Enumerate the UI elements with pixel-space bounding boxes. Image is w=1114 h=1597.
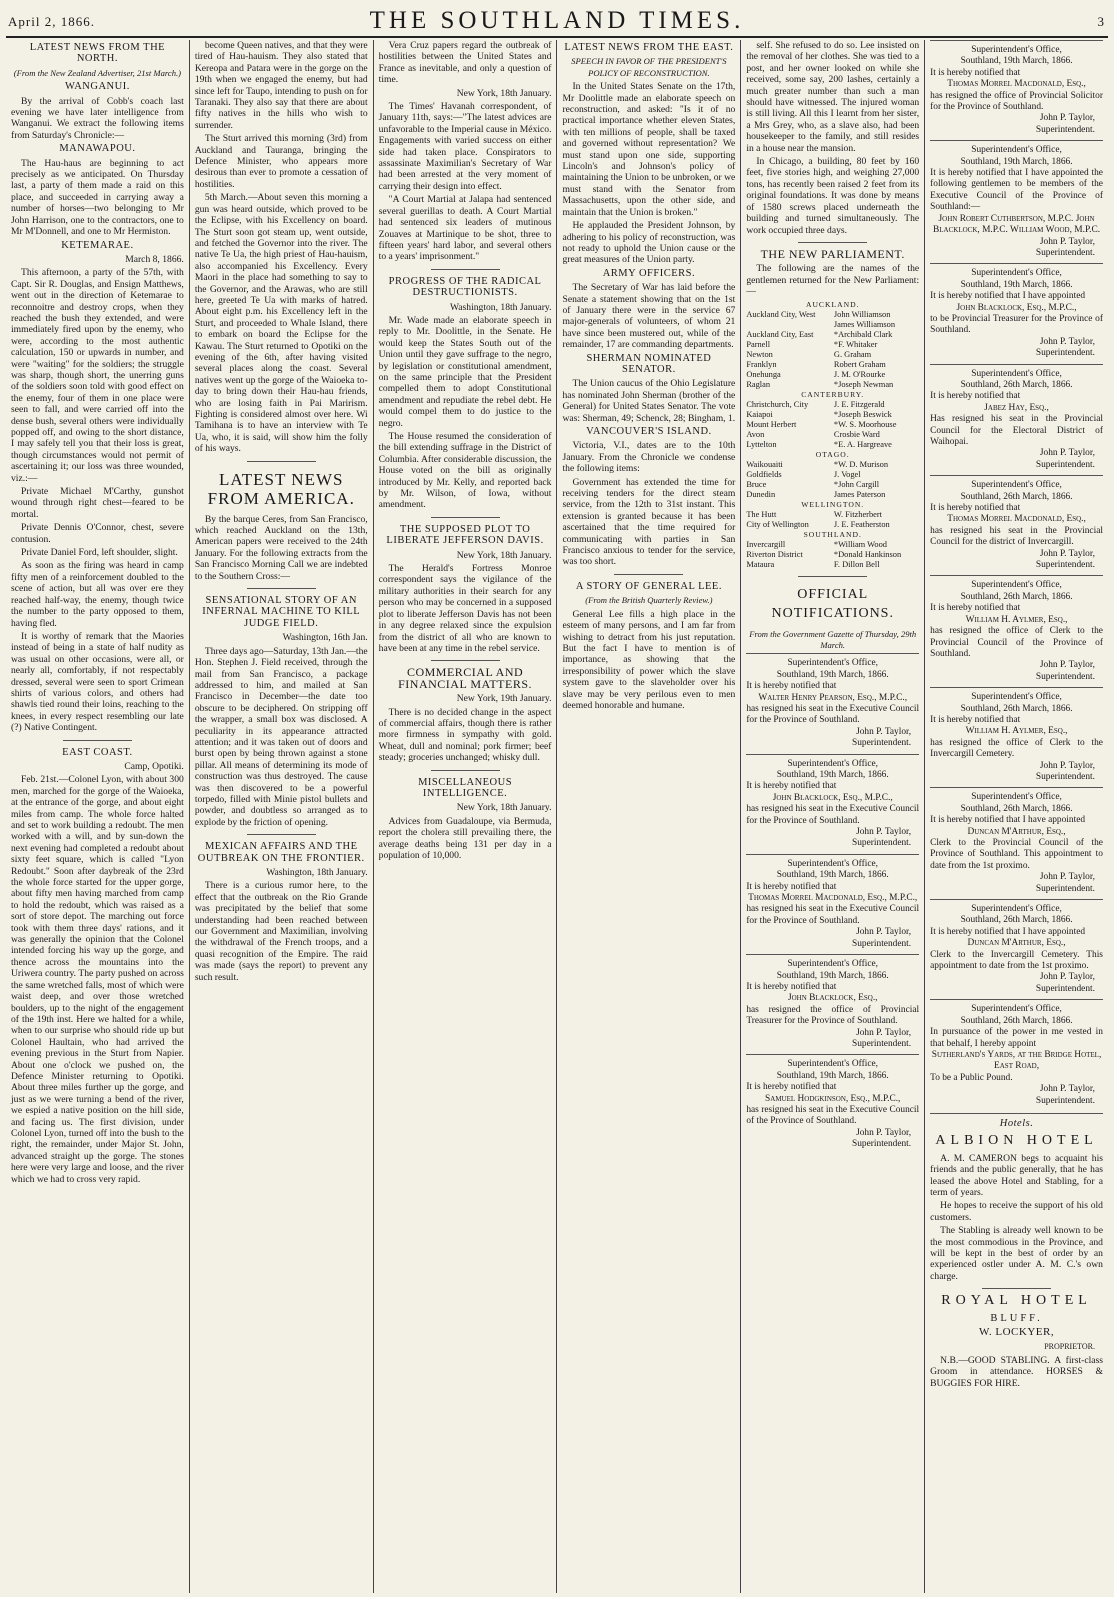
notice-name: William H. Aylmer, Esq.,: [965, 614, 1068, 625]
notice-date: Southland, 26th March, 1866.: [960, 1015, 1073, 1026]
divider: [798, 242, 867, 243]
notices-list: [930, 40, 1103, 1111]
paragraph: Government has extended the time for receiving tenders for the direct steam service, from the 12th to 31st instant. This extension is granted because it has been ascertained that the time required for communicating with parties in San Francisco anxious to tender for the service, was too short.: [562, 476, 736, 568]
parliament-region-row: [746, 390, 919, 400]
notice-date: Southland, 26th March, 1866.: [960, 379, 1073, 390]
paragraph: become Queen natives, and that they were tired of Hau-hauism. They also stated that Kereopa and Patara were in the gorge on the 19th when we engaged the enemy, but had since left for Taupo, intending to push on for Taranaki. They also say that there are about fifty natives in the hills who wish to surrender.: [194, 40, 368, 131]
paragraph: Vera Cruz papers regard the outbreak of hostilities between the United States and France as inevitable, and only a question of time.: [378, 40, 552, 86]
official-notice: [930, 575, 1103, 687]
article-heading: PROGRESS OF THE RADICAL DESTRUCTIONISTS.: [388, 275, 542, 299]
paragraph: 5th March.—About seven this morning a gun was heard outside, which proved to be the Eclipse, with his Excellency on board. The Sturt soon got steam up, went outside, and fetched the Governor into the river. The native Te Ua, the high priest of Hau-hauism, also accompanied his Excellency. Every Maori in the place had something to say to the Governor, and the Arawas, who are still here, greeted Te Ua with marks of hatred. About eight p.m. his Excellency left in the Sturt, and proceeded to Whale Island, there to embark on board the Eclipse for the Kawau. The Sturt returned to Opotiki on the evening of the 6th, after having visited several places along the coast. Several natives went up the gorge of the Waioeka to-day to bring down their Hau-hau friends, who are losing faith in Pai Marirism. Fighting is considered almost over here. Wi Tamihana is to have an interview with Te Ua, who, it is said, will show him the folly of his ways.: [194, 192, 368, 455]
member-name: James Paterson: [833, 489, 886, 499]
notice-date: Southland, 26th March, 1866.: [960, 703, 1073, 714]
notice-date: Southland, 19th March, 1866.: [776, 770, 889, 780]
notice-date: Southland, 19th March, 1866.: [776, 1070, 889, 1081]
notice-lead: In pursuance of the power in me vested in that behalf, I hereby appoint: [930, 1027, 1103, 1049]
dateline: New York, 18th January.: [456, 802, 552, 814]
article-heading: SHERMAN NOMINATED SENATOR.: [586, 352, 712, 375]
royal-hotel-owner-title: PROPRIETOR.: [1044, 1342, 1095, 1352]
notice-office: Superintendent's Office,: [971, 580, 1062, 591]
seat-name: Bruce: [746, 479, 767, 489]
parliament-row: [746, 470, 919, 480]
notice-signature-title: Superintendent.: [1035, 983, 1095, 994]
parliament-row: [746, 380, 919, 390]
divider: [798, 576, 867, 577]
official-notice: [930, 140, 1103, 263]
paragraph: Three days ago—Saturday, 13th Jan.—the Hon. Stephen J. Field received, through the mail from San Francisco, a package addressed to him, and mailed at San Francisco in December—the date too obscure to be deciphered. On stripping off the wrapper, a small box was disclosed. A peculiarity in its appearance attracted attention; and it was taken out of doors and burst open by being thrown against a stone pillar. All means of determining its mode of construction was thus destroyed. The cause was then discovered to be a powerful torpedo, filled with Minie pistol bullets and powder, and doubtless so arranged as to explode by the friction of opening.: [194, 645, 368, 828]
member-name: Robert Graham: [833, 359, 886, 369]
notice-signature-title: Superintendent.: [852, 1139, 912, 1150]
seat-name: Mataura: [746, 559, 775, 569]
divider: [431, 269, 500, 270]
seat-name: Parnell: [746, 339, 771, 349]
paragraph: Private Daniel Ford, left shoulder, slight.: [21, 547, 178, 559]
paragraph: Advices from Guadaloupe, via Bermuda, report the cholera still prevailing there, the average deaths being 131 per day in a population of 10,000.: [378, 815, 552, 861]
notice-body: Has resigned his seat in the Provincial Council for the Electoral District of Waihopai.: [930, 414, 1103, 447]
notice-body: to be Provincial Treasurer for the Province of Southland.: [930, 313, 1103, 336]
paragraph: self. She refused to do so. Lee insisted on the removal of her clothes. She was tied to a post, and her owner looked on while she received, some say, 200 lashes, certainly a much greater number than such a man should have witnessed. The injured woman is still living. All this I learnt from her sister, a Mrs Grey, who, as a slave also, had been housekeeper to the family, and still resides in a house near the mansion.: [746, 40, 920, 154]
divider: [247, 588, 316, 589]
official-notice: [746, 754, 919, 854]
seat-name: Kaiapoi: [746, 409, 773, 419]
member-name: *John Cargill: [833, 479, 880, 489]
article-heading: COMMERCIAL AND FINANCIAL MATTERS.: [398, 665, 533, 691]
seat-name: [746, 320, 834, 330]
notice-date: Southland, 19th March, 1866.: [776, 970, 889, 981]
paragraph: He hopes to receive the support of his old customers.: [930, 1200, 1103, 1223]
official-notice: [930, 40, 1103, 140]
notice-date: Southland, 26th March, 1866.: [960, 491, 1073, 502]
notice-lead: It is hereby notified that: [930, 603, 1021, 614]
seat-name: Lyttelton: [746, 439, 777, 449]
paragraph: Private Dennis O'Connor, chest, severe contusion.: [11, 522, 184, 545]
seat-name: Mount Herbert: [746, 419, 797, 429]
notice-lead: It is hereby notified that: [930, 714, 1021, 725]
paragraph: N.B.—GOOD STABLING. A first-class Groom in attendance. HORSES & BUGGIES FOR HIRE.: [930, 1354, 1103, 1389]
article-heading: VANCOUVER'S ISLAND.: [586, 426, 712, 437]
paragraph: The Herald's Fortress Monroe correspondent says the vigilance of the military authorities in their search for any person who may be concerned in a supposed plot to liberate Jefferson Davis has not been in any degree relaxed since the expulsion from the district of all who are known to have been at any time in the rebel service.: [378, 563, 552, 654]
masthead: [6, 4, 1108, 38]
notice-signature-title: Superintendent.: [1035, 348, 1095, 359]
member-name: *F. Whitaker: [833, 339, 878, 349]
notice-signature: John P. Taylor,: [856, 927, 912, 938]
article-heading: ARMY OFFICERS.: [602, 267, 696, 279]
parliament-region-row: [746, 500, 919, 510]
article-heading: SENSATIONAL STORY OF AN INFERNAL MACHINE TO KILL JUDGE FIELD.: [202, 595, 361, 629]
notice-signature-title: Superintendent.: [1035, 671, 1095, 682]
notice-lead: It is hereby notified that: [746, 681, 837, 692]
place-heading: KETEMARAE.: [61, 239, 134, 251]
paragraph: General Lee fills a high place in the esteem of many persons, and I am far from wishing to detract from his just reputation. But the fact I have to mention is of importance, as showing that the irresponsibility of power which the slave system gave to the slaveholder over his slave may be very perilous even to men deemed honorable and humane.: [562, 608, 736, 711]
dateline: New York, 18th January.: [456, 87, 552, 99]
region-name: OTAGO.: [815, 449, 850, 459]
notice-name: Samuel Hodgkinson, Esq., M.P.C.,: [765, 1093, 901, 1104]
seat-name: City of Wellington: [746, 519, 809, 529]
parliament-region-row: [746, 450, 919, 460]
notice-office: Superintendent's Office,: [971, 904, 1062, 915]
parliament-row: [746, 400, 919, 410]
region-name: WELLINGTON.: [801, 499, 865, 509]
page-number: 3: [1097, 14, 1104, 29]
notice-date: Southland, 26th March, 1866.: [960, 803, 1073, 814]
notice-lead: It is hereby notified that I have appointed: [930, 815, 1086, 826]
notice-signature-title: Superintendent.: [1035, 247, 1095, 258]
article-heading: LATEST NEWS FROM THE EAST.: [564, 42, 734, 53]
notice-signature: John P. Taylor,: [1039, 236, 1095, 247]
notice-signature: John P. Taylor,: [856, 1127, 912, 1138]
parliament-row: [746, 480, 919, 490]
notice-signature-title: Superintendent.: [852, 838, 912, 849]
notice-body: has resigned his seat in the Executive Council for the Province of Southland.: [746, 804, 920, 826]
notice-signature-title: Superintendent.: [852, 938, 912, 949]
notice-body: has resigned the office of Provincial Treasurer for the Province of Southland.: [746, 1004, 920, 1027]
paragraph: The Union caucus of the Ohio Legislature has nominated John Sherman (brother of the General) for United States Senator. The vote was: Sherman, 49; Schenck, 28; Bingham, 1.: [562, 378, 736, 424]
member-name: *W. S. Moorhouse: [833, 419, 897, 429]
notice-signature-title: Superintendent.: [1035, 883, 1095, 894]
notice-office: Superintendent's Office,: [787, 858, 878, 869]
notice-signature: John P. Taylor,: [1039, 1084, 1095, 1095]
notice-signature: John P. Taylor,: [1039, 548, 1095, 559]
article-heading: MEXICAN AFFAIRS AND THE OUTBREAK ON THE FRONTIER.: [197, 841, 365, 864]
parliament-row: [746, 320, 919, 330]
parliament-row: [746, 310, 919, 320]
notice-name: Duncan M'Arthur, Esq.,: [967, 826, 1066, 837]
paragraph: In Chicago, a building, 80 feet by 160 feet, five stories high, and weighing 27,000 tons, has recently been raised 2 feet from its original foundations. It was done by means of 1580 screws placed underneath the building and turned simultaneously. The work occupied three days.: [746, 156, 920, 236]
article-heading: THE NEW PARLIAMENT.: [760, 246, 905, 261]
notice-name: Thomas Morrel Macdonald, Esq., M.P.C.,: [748, 893, 918, 904]
article-heading: LATEST NEWS FROM AMERICA.: [207, 469, 355, 508]
column-6: [925, 40, 1108, 1593]
column-1: [6, 40, 190, 1593]
paragraph: "A Court Martial at Jalapa had sentenced several guerillas to death. A Court Martial had sentenced six leaders of mutinous Zouaves at Martinique to be shot, three to fifteen years' hard labor, and several others to a years' imprisonment.": [378, 194, 552, 263]
notice-body: has resigned his seat in the Provincial Council for the district of Invercargill.: [930, 525, 1103, 548]
paragraph: Feb. 21st.—Colonel Lyon, with about 300 men, marched for the gorge of the Waioeka, at the entrance of the gorge, and about eight miles from camp. The whole force halted and set to work building a redoubt. The men worked with a will, and by sun-down the next evening had completed a redoubt about sixty feet square, which is called "Lyon Redoubt." Soon after daybreak of the 23rd the whole force started for the upper gorge, about fifty men having marched from camp to hold the redoubt, which was raised as a sort of store depot. The marching out force took with them three days' rations, and it was generally the opinion that the Colonel intended forcing his way up the gorge, and thence across the mountains into the Uriwera country. The party pushed on across the same wretched falls, most of which were waist deep, and over those wretched boulders, up to the night of the engagement of the 19th inst. Here we halted for a while, when to our surprise who should ride up but Colonel Haultain, who had arrived the evening previous in the Sturt from Napier. About one o'clock we pushed on, the Defence Minister returning to Opotiki. About three miles further up the gorge, and just as we were turning a bend of the river, we espied a native position on the hill side, and facing us. The first division, under Colonel Lyon, turned off into the bush to the right, the remainder, under Major St. John, advanced straight up the gorge. The stones here were very large and loose, and the river which we had to cross very rapid.: [11, 774, 184, 1185]
parliament-table: [746, 300, 919, 570]
member-name: F. Dillon Bell: [833, 559, 880, 569]
seat-name: Avon: [746, 429, 765, 439]
newspaper-title: THE SOUTHLAND TIMES.: [369, 7, 745, 34]
member-name: J. M. O'Rourke: [833, 369, 886, 379]
member-name: James Williamson: [833, 319, 896, 329]
member-name: *W. D. Murison: [833, 459, 889, 469]
dateline: Camp, Opotiki.: [124, 760, 184, 772]
notice-date: Southland, 19th March, 1866.: [960, 56, 1073, 67]
member-name: *Joseph Beswick: [833, 409, 892, 419]
royal-hotel-owner: W. LOCKYER,: [979, 1326, 1055, 1339]
notice-lead: It is hereby notified that: [746, 781, 837, 792]
notice-body: has resigned his seat in the Executive Council for the Province of Southland.: [746, 904, 920, 926]
seat-name: Christchurch, City: [746, 399, 809, 409]
parliament-row: [746, 540, 919, 550]
column-4: [557, 40, 741, 1593]
dateline: New York, 18th January.: [456, 549, 552, 561]
official-notice: [930, 999, 1103, 1111]
notice-signature-title: Superintendent.: [1035, 1095, 1095, 1106]
parliament-row: [746, 340, 919, 350]
official-notice: [930, 787, 1103, 899]
paragraph: The Secretary of War has laid before the Senate a statement showing that on the 1st of January there were in the service 67 major-generals of volunteers, of whom 21 have since been mustered out, while of the remainder, 17 are commanding departments.: [562, 282, 736, 351]
member-name: *Donald Hankinson: [833, 549, 902, 559]
notice-office: Superintendent's Office,: [787, 758, 878, 769]
parliament-row: [746, 420, 919, 430]
article-heading: A STORY OF GENERAL LEE.: [575, 580, 722, 592]
paragraph: The House resumed the consideration of the bill extending suffrage in the District of Columbia. After considerable discussion, the House voted on the bill as originally introduced by Mr. Kelly, and reported back by Mr. Wilson, of Iowa, without amendment.: [378, 431, 552, 511]
notice-office: Superintendent's Office,: [971, 368, 1062, 379]
notice-lead: It is hereby notified that: [930, 391, 1021, 402]
notice-signature: John P. Taylor,: [856, 726, 912, 737]
paragraph: The Hau-haus are beginning to act precisely as we anticipated. On Thursday last, a party of them made a raid on this place, and succeeded in carrying away a number of horses—two belonging to Mr John Harrison, one to the contractors, one to Mr M'Donnell, and one to Mr Hermiston.: [11, 157, 184, 238]
divider: [431, 517, 500, 518]
columns: [6, 40, 1108, 1593]
notice-office: Superintendent's Office,: [971, 1004, 1062, 1015]
divider: [431, 660, 500, 661]
region-name: AUCKLAND.: [805, 299, 860, 309]
article-heading: LATEST NEWS FROM THE NORTH.: [29, 42, 166, 65]
paragraph: This afternoon, a party of the 57th, with Capt. Sir R. Douglas, and Ensign Matthews, went out in the direction of Ketemarae to reconnoitre and destroy crops, when they reached the bush they extended, and were immediately fired upon by the enemy, who were, according to the most authentic calculation, 150 or upwards in number, and were "waiting" for the soldiers; the struggle was sharp, though short, the unerring guns of the soldiers soon told with good effect on the enemy, four of them in one place were seen to fall, and were carried off into the dense bush, several others were individually popped off, and owing to the short distance, I may safely tell you that their loss is great, though circumstances would not permit of ascertaining it; our loss was three wounded, viz.:—: [11, 267, 184, 484]
member-name: *E. A. Hargreave: [833, 439, 892, 449]
article-source: (From the British Quarterly Review.): [585, 595, 713, 606]
parliament-row: [746, 370, 919, 380]
paragraph: It is worthy of remark that the Maories instead of being in a state of half nudity as was usual on other occasions, were all, or nearly all, comfortably, if not respectably dressed, several were seen to sport Crimean shirts of various colors, and others had shawls tied round their loins, reaching to the knees, in every respect resembling our late (?) Native Contingent.: [11, 630, 184, 734]
royal-hotel-title: ROYAL HOTEL: [941, 1293, 1092, 1309]
notice-lead: It is hereby notified that I have appointed: [930, 926, 1086, 937]
parliament-row: [746, 330, 919, 340]
notice-body: has resigned his seat in the Executive Council for the Province of Southland.: [746, 703, 920, 726]
article-subheading: SPEECH IN FAVOR OF THE PRESIDENT'S POLICY OF RECONSTRUCTION.: [571, 56, 727, 78]
notice-date: Southland, 19th March, 1866.: [776, 870, 889, 881]
member-name: Crosbie Ward: [833, 429, 880, 439]
official-notice: [746, 854, 919, 954]
column-2: [190, 40, 374, 1593]
notice-lead: It is hereby notified that: [930, 503, 1021, 514]
dateline: Washington, 18th January.: [450, 301, 552, 313]
notices-list: [746, 653, 919, 1154]
member-name: J. E. Featherston: [833, 519, 890, 529]
notice-date: Southland, 19th March, 1866.: [776, 669, 889, 680]
parliament-row: [746, 550, 919, 560]
notice-signature: John P. Taylor,: [1039, 972, 1095, 983]
notice-signature: John P. Taylor,: [1039, 660, 1095, 671]
notice-signature: John P. Taylor,: [1039, 448, 1095, 459]
notice-date: Southland, 26th March, 1866.: [960, 915, 1073, 926]
paragraph: The Times' Havanah correspondent, of January 11th, says:—"The latest advices are unfavorable to the Imperial cause in México. Engagements with varied success on either side had taken place. Conspirators to assassinate Maximilian's Secretary of War had been arrested at the very moment of carrying their design into effect.: [378, 101, 552, 192]
notice-office: Superintendent's Office,: [787, 658, 878, 669]
notice-name: John Blacklock, Esq., M.P.C.,: [772, 792, 893, 803]
notice-lead: It is hereby notified that I have appointed: [930, 291, 1086, 302]
paragraph: There is no decided change in the aspect of commercial affairs, though there is rather more firmness in sympathy with gold. Wheat, dull and nominal; pork firmer; beef steady; groceries unchanged; whisky dull.: [378, 706, 552, 764]
notice-name: John Blacklock, Esq.,: [787, 993, 878, 1004]
parliament-region-row: [746, 530, 919, 540]
notice-name: Walter Henry Pearson, Esq., M.P.C.,: [758, 692, 908, 703]
notice-signature-title: Superintendent.: [1035, 124, 1095, 135]
notice-name: William H. Aylmer, Esq.,: [965, 726, 1068, 737]
royal-hotel-location: BLUFF.: [990, 1312, 1043, 1324]
notice-signature-title: Superintendent.: [852, 1038, 912, 1049]
notice-lead: It is hereby notified that: [746, 1082, 837, 1093]
notice-signature: John P. Taylor,: [1039, 872, 1095, 883]
notice-body: Clerk to the Invercargill Cemetery. This appointment to date from the 1st proximo.: [930, 949, 1103, 972]
paragraph: The Sturt arrived this morning (3rd) from Auckland and Tauranga, bringing the Defence Minister, who appears more desirous than ever to promote a cessation of hostilities.: [194, 133, 368, 190]
member-name: J. E. Fitzgerald: [833, 399, 885, 409]
notice-lead: It is hereby notified that: [746, 881, 837, 892]
dateline: New York, 19th January.: [456, 693, 552, 705]
article-source: (From the New Zealand Advertiser, 21st March.): [13, 67, 182, 78]
parliament-row: [746, 360, 919, 370]
section-heading: OFFICIAL NOTIFICATIONS.: [771, 586, 894, 621]
notice-office: Superintendent's Office,: [971, 480, 1062, 491]
parliament-row: [746, 560, 919, 570]
paragraph: A. M. CAMERON begs to acquaint his friends and the public generally, that he has leased the above Hotel and Stabling, for a term of years.: [930, 1152, 1103, 1198]
notice-office: Superintendent's Office,: [971, 145, 1062, 156]
parliament-row: [746, 520, 919, 530]
member-name: *Archibald Clark: [833, 329, 893, 339]
article-heading: MISCELLANEOUS INTELLIGENCE.: [418, 776, 513, 799]
notice-office: Superintendent's Office,: [971, 692, 1062, 703]
albion-hotel-title: ALBION HOTEL: [935, 1133, 1098, 1149]
dateline: Washington, 18th January.: [266, 867, 368, 878]
notice-body: has resigned the office of Clerk to the Invercargill Cemetery.: [930, 737, 1103, 760]
notice-name: Sutherland's Yards, at the Bridge Hotel, East Road,: [931, 1049, 1102, 1072]
column-5: [741, 40, 925, 1593]
notice-name: Thomas Morrel Macdonald, Esq.,: [947, 79, 1086, 90]
notice-signature: John P. Taylor,: [1039, 760, 1095, 771]
paragraph: There is a curious rumor here, to the effect that the outbreak on the Rio Grande was precipitated by the belief that some understanding had been reached between our Government and Maximilian, involving the withdrawal of the French troops, and a quasi recognition of the Empire. The raid was made (says the report) to prevent any such result.: [194, 880, 368, 983]
member-name: *Joseph Newman: [833, 379, 894, 389]
paragraph: Victoria, V.I., dates are to the 10th January. From the Chronicle we condense the following items:: [562, 440, 736, 475]
notice-name: Thomas Morrel Macdonald, Esq.,: [947, 514, 1086, 525]
seat-name: Auckland City, West: [746, 309, 816, 319]
parliament-row: [746, 430, 919, 440]
notice-office: Superintendent's Office,: [787, 1059, 878, 1070]
parliament-row: [746, 460, 919, 470]
paragraph: By the arrival of Cobb's coach last evening we have later intelligence from Wanganui. We extract the following items from Saturday's Chronicle:—: [11, 95, 184, 141]
paragraph: The following are the names of the gentlemen returned for the New Parliament:—: [746, 263, 920, 298]
region-name: SOUTHLAND.: [803, 529, 862, 539]
notice-signature: John P. Taylor,: [856, 827, 912, 838]
seat-name: Auckland City, East: [746, 329, 814, 339]
notice-name: John Blacklock, Esq., M.P.C.,: [956, 302, 1077, 313]
paragraph: He applauded the President Johnson, by adhering to his policy of reconstruction, was not ready to uphold the Union cause or the great measures of the Union party.: [562, 220, 736, 266]
notice-date: Southland, 19th March, 1866.: [960, 279, 1073, 290]
issue-date: April 2, 1866.: [8, 14, 95, 29]
notice-office: Superintendent's Office,: [971, 45, 1062, 55]
divider: [431, 770, 500, 771]
seat-name: Onehunga: [746, 369, 781, 379]
member-name: W. Fitzherbert: [833, 509, 882, 519]
paragraph: By the barque Ceres, from San Francisco, which reached Auckland on the 13th, American papers were received to the 24th January. For the following extracts from the San Francisco Morning Call we are indebted to the Southern Cross:—: [194, 513, 368, 582]
member-name: G. Graham: [833, 349, 872, 359]
notice-date: Southland, 19th March, 1866.: [960, 156, 1073, 167]
seat-name: Goldfields: [746, 469, 782, 479]
seat-name: Newton: [746, 349, 773, 359]
notice-signature: John P. Taylor,: [1039, 336, 1095, 347]
notice-body: Clerk to the Provincial Council of the Province of Southland. This appointment to date from the 1st proximo.: [930, 838, 1103, 871]
paragraph: Private Michael M'Carthy, gunshot wound through right chest—feared to be mortal.: [11, 486, 184, 520]
section-source: From the Government Gazette of Thursday, 29th March.: [749, 628, 917, 650]
notice-office: Superintendent's Office,: [787, 959, 878, 970]
paragraph: In the United States Senate on the 17th, Mr Doolittle made an elaborate speech on reconstruction, and asked: "Is it of no practical importance whether eleven States, with ten millions of people, shall be taxed and governed without representation? We must stand upon one side, supporting Lincoln's and Johnson's policy of maintaining the Union to be unbroken, or we must stand with the Senator from Massachusetts, upon the other side, and maintain that the Union is broken.": [562, 81, 736, 218]
region-name: CANTERBURY.: [801, 389, 865, 399]
parliament-row: [746, 490, 919, 500]
seat-name: Waikouaiti: [746, 459, 783, 469]
notice-signature-title: Superintendent.: [852, 738, 912, 749]
parliament-row: [746, 410, 919, 420]
hotels-label: Hotels.: [930, 1113, 1103, 1129]
notice-name: Jabez Hay, Esq.,: [984, 402, 1049, 413]
divider: [247, 834, 316, 835]
paragraph: The Stabling is already well known to be the most commodious in the Province, and will be kept in the best of order by an experienced ostler under A. M. C.'s own charge.: [930, 1225, 1103, 1282]
article-heading: EAST COAST.: [62, 746, 133, 758]
notice-name: John Robert Cuthbertson, M.P.C. John Blacklock, M.P.C. William Wood, M.P.C.: [933, 213, 1101, 236]
member-name: *William Wood: [833, 539, 887, 549]
notice-signature: John P. Taylor,: [1039, 113, 1095, 124]
seat-name: Invercargill: [746, 539, 786, 549]
notice-body: has resigned the office of Clerk to the Provincial Council of the Province of Southland.: [930, 626, 1103, 659]
seat-name: Franklyn: [746, 359, 777, 369]
notice-body: To be a Public Pound.: [930, 1072, 1013, 1083]
official-notice: [930, 899, 1103, 999]
notice-signature-title: Superintendent.: [1035, 459, 1095, 470]
seat-name: Raglan: [746, 379, 771, 389]
official-notice: [930, 263, 1103, 363]
official-notice: [746, 1054, 919, 1154]
notice-body: has resigned his seat in the Executive Council of the Province of Southland.: [746, 1104, 920, 1127]
official-notice: [930, 364, 1103, 476]
parliament-row: [746, 510, 919, 520]
official-notice: [930, 687, 1103, 787]
notice-name: Duncan M'Arthur, Esq.,: [967, 938, 1066, 949]
member-name: J. Vogel: [833, 469, 861, 479]
notice-signature: John P. Taylor,: [856, 1027, 912, 1038]
divider: [614, 574, 683, 575]
divider: [982, 1288, 1051, 1289]
notice-lead: It is hereby notified that: [930, 67, 1021, 78]
notice-lead: It is hereby notified that: [746, 981, 837, 992]
paragraph: As soon as the firing was heard in camp fifty men of a reinforcement doubled to the scene of action, but all was over ere they reached half-way, the enemy, though twice the number to the party opposed to them, having fled.: [11, 560, 184, 629]
seat-name: The Hutt: [746, 509, 777, 519]
notice-office: Superintendent's Office,: [971, 792, 1062, 803]
notice-body: has resigned the office of Provincial Solicitor for the Province of Southland.: [930, 90, 1103, 113]
seat-name: Riverton District: [746, 549, 803, 559]
parliament-row: [746, 350, 919, 360]
place-heading: MANAWAPOU.: [59, 143, 136, 155]
member-name: John Williamson: [833, 309, 891, 319]
divider: [63, 740, 132, 741]
paragraph: Mr. Wade made an elaborate speech in reply to Mr. Doolittle, in the Senate. He would keep the States South out of the Union until they gave suffrage to the negro, by legislation or constitutional amendment, on the same principle that the President compelled them to adopt Constitutional amendment and repudiate the rebel debt. He would compel them to do justice to the negro.: [378, 314, 552, 429]
official-notice: [746, 653, 919, 753]
notice-signature-title: Superintendent.: [1035, 560, 1095, 571]
place-heading: WANGANUI.: [64, 81, 130, 93]
column-3: [374, 40, 558, 1593]
article-heading: THE SUPPOSED PLOT TO LIBERATE JEFFERSON DAVIS.: [386, 523, 544, 547]
divider: [247, 461, 316, 462]
seat-name: Dunedin: [746, 489, 776, 499]
dateline: Washington, 16th Jan.: [282, 632, 368, 644]
notice-date: Southland, 26th March, 1866.: [960, 591, 1073, 602]
parliament-region-row: [746, 300, 919, 310]
parliament-row: [746, 440, 919, 450]
notice-signature-title: Superintendent.: [1035, 771, 1095, 782]
official-notice: [930, 475, 1103, 575]
notice-office: Superintendent's Office,: [971, 268, 1062, 279]
notice-lead: It is hereby notified that I have appointed the following gentlemen to be members of the Executive Council of the Province of Southland:—: [930, 168, 1103, 213]
dateline: March 8, 1866.: [125, 253, 184, 265]
official-notice: [746, 954, 919, 1054]
